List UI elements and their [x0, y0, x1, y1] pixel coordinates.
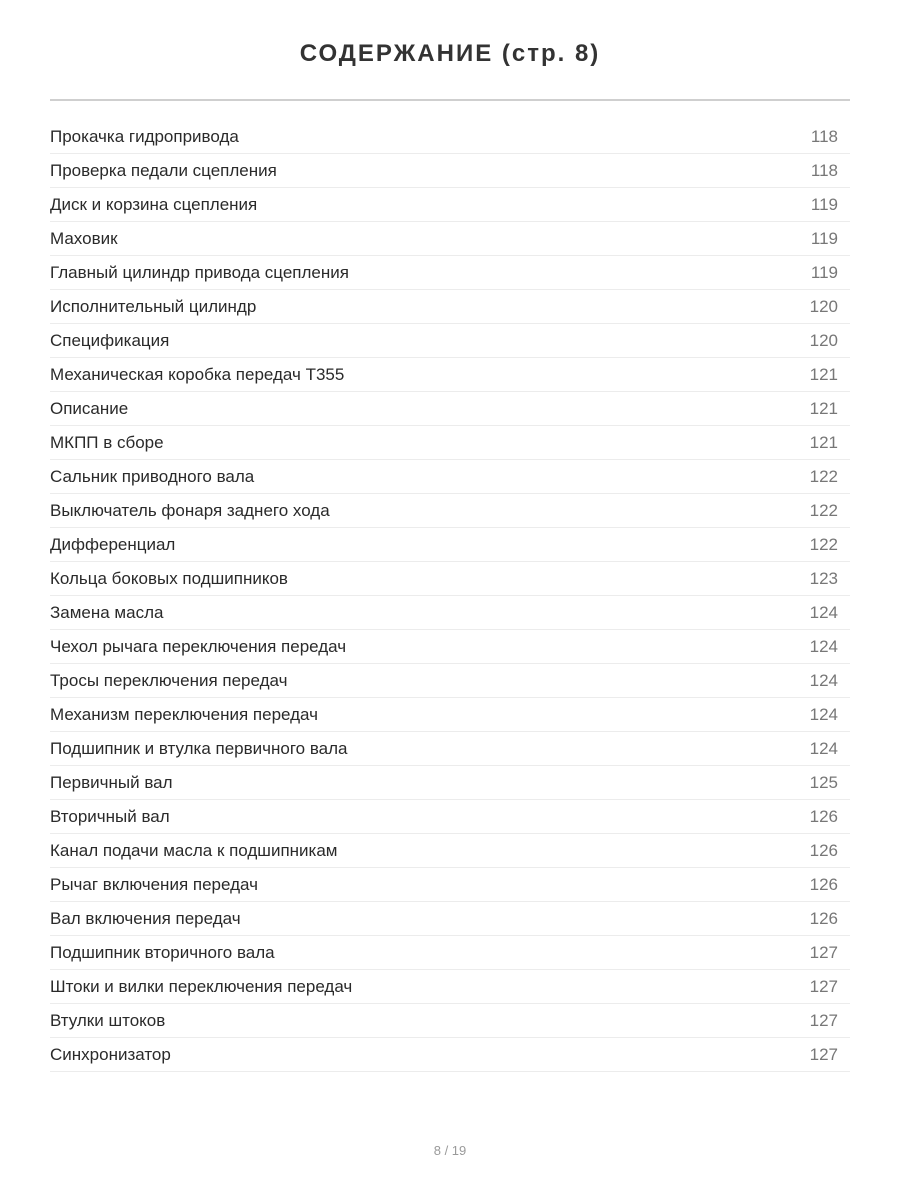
toc-entry[interactable] [50, 494, 850, 528]
toc-entry[interactable] [50, 698, 850, 732]
toc-entry-title: Тросы переключения передач [50, 670, 288, 690]
toc-entry-page-number: 118 [810, 126, 838, 146]
toc-entry-page-number: 126 [809, 806, 838, 826]
toc-entry-page-number: 119 [810, 228, 838, 248]
toc-entry-title: Главный цилиндр привода сцепления [50, 262, 349, 282]
toc-entry[interactable] [50, 800, 850, 834]
toc-entry[interactable] [50, 324, 850, 358]
toc-entry-page-number: 126 [809, 874, 838, 894]
toc-entry-page-number: 121 [809, 364, 838, 384]
toc-entry-title: Маховик [50, 228, 118, 248]
toc-entry-page-number: 119 [810, 194, 838, 214]
toc-entry-title: Втулки штоков [50, 1010, 166, 1030]
toc-entry[interactable] [50, 630, 850, 664]
toc-entry-title: Подшипник вторичного вала [50, 942, 275, 962]
toc-entry[interactable] [50, 1038, 850, 1072]
toc-entry-page-number: 123 [809, 568, 838, 588]
toc-entry-page-number: 124 [809, 602, 838, 622]
toc-entry[interactable] [50, 528, 850, 562]
toc-entry-title: Канал подачи масла к подшипникам [50, 840, 338, 860]
toc-entry-page-number: 120 [809, 330, 838, 350]
toc-entry[interactable] [50, 868, 850, 902]
toc-entry[interactable] [50, 902, 850, 936]
toc-entry-page-number: 126 [809, 908, 838, 928]
toc-entry-page-number: 127 [809, 976, 838, 996]
toc-entry-title: Штоки и вилки переключения передач [50, 976, 353, 996]
toc-entry-title: Замена масла [50, 602, 164, 622]
page-title: СОДЕРЖАНИЕ (стр. 8) [299, 40, 601, 67]
toc-entry-title: МКПП в сборе [50, 432, 164, 452]
toc-entry-title: Спецификация [50, 330, 170, 350]
toc-entry[interactable] [50, 970, 850, 1004]
toc-entry-page-number: 124 [809, 670, 838, 690]
toc-entry-page-number: 118 [810, 160, 838, 180]
toc-entry-title: Дифференциал [50, 534, 176, 554]
toc-entry[interactable] [50, 460, 850, 494]
toc-entry-page-number: 125 [809, 772, 838, 792]
toc-entry-title: Вторичный вал [50, 806, 170, 826]
toc-entry[interactable] [50, 936, 850, 970]
toc-entry-page-number: 127 [809, 942, 838, 962]
toc-entry[interactable] [50, 1004, 850, 1038]
toc-entry-title: Синхронизатор [50, 1044, 171, 1064]
toc-entry[interactable] [50, 664, 850, 698]
toc-entry-title: Чехол рычага переключения передач [50, 636, 347, 656]
toc-entry-title: Проверка педали сцепления [50, 160, 277, 180]
toc-entry[interactable] [50, 732, 850, 766]
toc-entry-page-number: 124 [809, 704, 838, 724]
toc-entry-page-number: 127 [809, 1044, 838, 1064]
toc-entry[interactable] [50, 120, 850, 154]
toc-list [50, 120, 850, 1072]
toc-entry[interactable] [50, 596, 850, 630]
toc-entry-title: Первичный вал [50, 772, 173, 792]
title-divider [50, 99, 850, 101]
toc-entry-page-number: 122 [809, 500, 838, 520]
toc-entry[interactable] [50, 222, 850, 256]
toc-entry[interactable] [50, 392, 850, 426]
toc-entry-page-number: 120 [809, 296, 838, 316]
toc-entry-title: Рычаг включения передач [50, 874, 258, 894]
toc-entry-title: Прокачка гидропривода [50, 126, 239, 146]
toc-entry-page-number: 121 [809, 398, 838, 418]
toc-entry-page-number: 124 [809, 636, 838, 656]
toc-entry-title: Кольца боковых подшипников [50, 568, 288, 588]
toc-entry-title: Механизм переключения передач [50, 704, 318, 724]
toc-entry-title: Вал включения передач [50, 908, 241, 928]
toc-entry-title: Механическая коробка передач T355 [50, 364, 345, 384]
toc-entry[interactable] [50, 154, 850, 188]
toc-entry[interactable] [50, 188, 850, 222]
toc-entry[interactable] [50, 766, 850, 800]
toc-entry-page-number: 124 [809, 738, 838, 758]
toc-entry[interactable] [50, 358, 850, 392]
page-indicator: 8 / 19 [433, 1143, 467, 1158]
toc-entry-title: Исполнительный цилиндр [50, 296, 257, 316]
toc-entry-title: Подшипник и втулка первичного вала [50, 738, 348, 758]
toc-entry-title: Выключатель фонаря заднего хода [50, 500, 330, 520]
toc-entry-page-number: 127 [809, 1010, 838, 1030]
toc-entry[interactable] [50, 834, 850, 868]
toc-entry[interactable] [50, 290, 850, 324]
toc-entry-title: Диск и корзина сцепления [50, 194, 258, 214]
toc-entry-page-number: 119 [810, 262, 838, 282]
toc-entry-title: Описание [50, 398, 129, 418]
toc-entry-page-number: 121 [809, 432, 838, 452]
toc-entry-page-number: 122 [809, 466, 838, 486]
toc-entry-title: Сальник приводного вала [50, 466, 255, 486]
toc-entry-page-number: 122 [809, 534, 838, 554]
toc-entry[interactable] [50, 562, 850, 596]
toc-entry[interactable] [50, 426, 850, 460]
toc-entry-page-number: 126 [809, 840, 838, 860]
toc-entry[interactable] [50, 256, 850, 290]
